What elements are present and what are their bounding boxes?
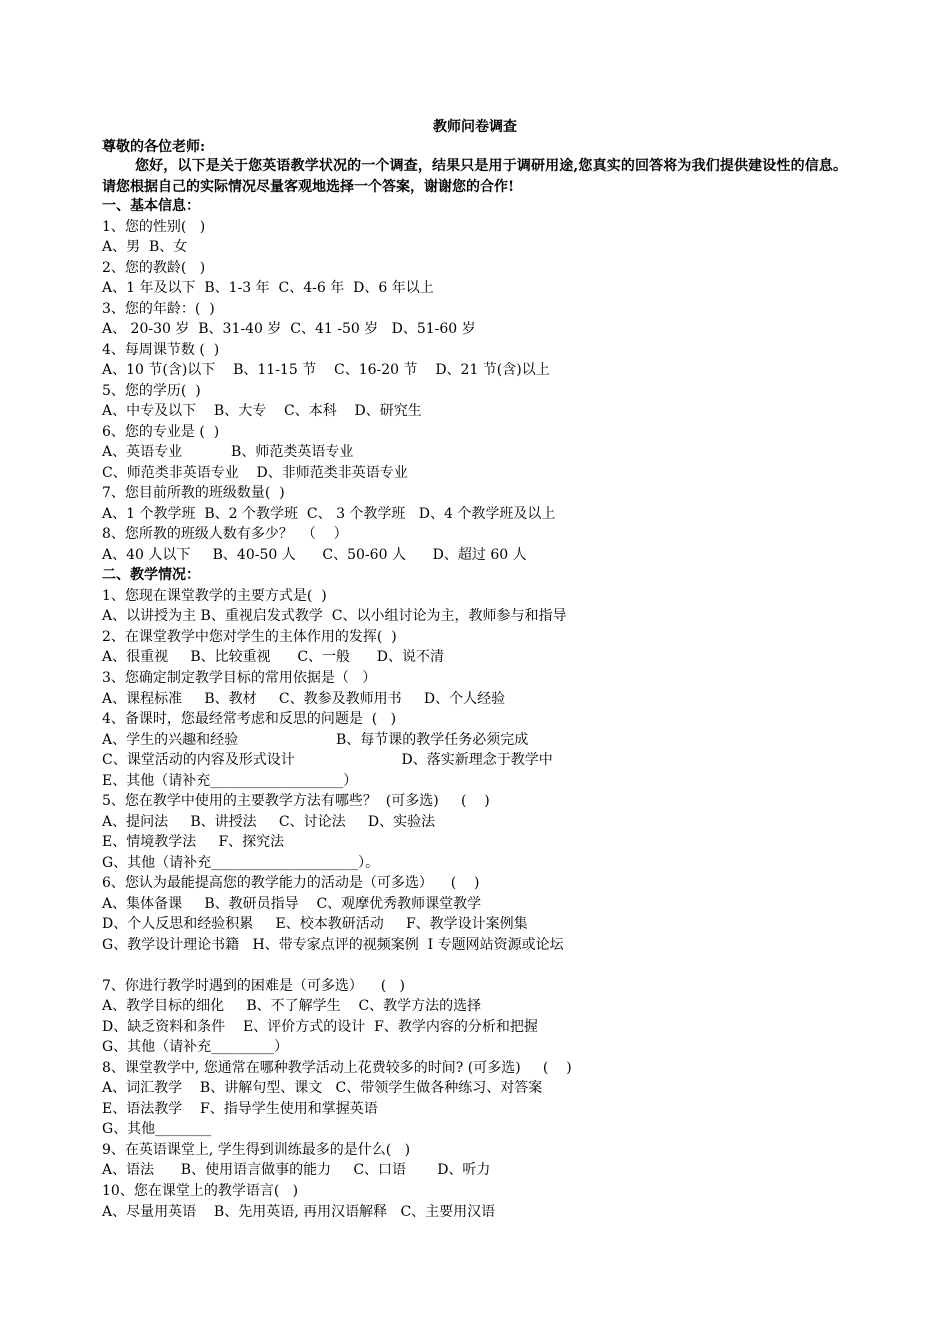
question-line: 2、在课堂教学中您对学生的主体作用的发挥( ) xyxy=(102,628,397,645)
question-line: A、提问法 B、讲授法 C、讨论法 D、实验法 xyxy=(102,813,436,830)
section-heading: 二、教学情况： xyxy=(102,567,200,584)
question-line: 3、您的年龄：( ) xyxy=(102,300,215,317)
question-line: 6、您认为最能提高您的教学能力的活动是（可多选） ( ) xyxy=(102,875,480,892)
question-line: 6、您的专业是 ( ) xyxy=(102,423,220,440)
question-line: A、教学目标的细化 B、不了解学生 C、教学方法的选择 xyxy=(102,998,482,1015)
question-line: G、教学设计理论书籍 H、带专家点评的视频案例 I 专题网站资源或论坛 xyxy=(102,936,564,953)
question-line: A、1 个教学班 B、2 个教学班 C、 3 个教学班 D、4 个教学班及以上 xyxy=(102,505,556,522)
question-line: 5、您在教学中使用的主要教学方法有哪些？ (可多选) ( ) xyxy=(102,793,490,810)
question-line: 2、您的教龄( ) xyxy=(102,259,206,276)
question-line: A、40 人以下 B、40-50 人 C、50-60 人 D、超过 60 人 xyxy=(102,546,527,563)
question-line: A、词汇教学 B、讲解句型、课文 C、带领学生做各种练习、对答案 xyxy=(102,1080,543,1097)
question-line: G、其他________ xyxy=(102,1121,212,1138)
question-line: A、学生的兴趣和经验 B、每节课的教学任务必须完成 xyxy=(102,731,529,748)
question-line: A、语法 B、使用语言做事的能力 C、口语 D、听力 xyxy=(102,1162,491,1179)
question-line: E、情境教学法 F、探究法 xyxy=(102,834,285,851)
question-line: A、很重视 B、比较重视 C、一般 D、说不清 xyxy=(102,649,444,666)
question-line: A、集体备课 B、教研员指导 C、观摩优秀教师课堂教学 xyxy=(102,895,482,912)
question-line: 8、课堂教学中, 您通常在哪种教学活动上花费较多的时间? (可多选) ( ) xyxy=(102,1059,572,1076)
question-line: G、其他（请补充_________） xyxy=(102,1039,289,1056)
question-line: A、1 年及以下 B、1-3 年 C、4-6 年 D、6 年以上 xyxy=(102,280,434,297)
question-line: E、语法教学 F、指导学生使用和掌握英语 xyxy=(102,1100,378,1117)
question-line: A、以讲授为主 B、重视启发式教学 C、以小组讨论为主，教师参与和指导 xyxy=(102,608,567,625)
question-line: C、课堂活动的内容及形式设计 D、落实新理念于教学中 xyxy=(102,752,553,768)
question-line: C、师范类非英语专业 D、非师范类非英语专业 xyxy=(102,464,408,481)
question-line: A、英语专业 B、师范类英语专业 xyxy=(102,444,354,461)
greeting: 尊敬的各位老师: xyxy=(102,139,206,155)
question-line: 9、在英语课堂上, 学生得到训练最多的是什么( ) xyxy=(102,1141,411,1158)
question-line: E、其他（请补充___________________） xyxy=(102,772,358,789)
question-line: 5、您的学历( ) xyxy=(102,382,201,399)
question-line: D、个人反思和经验积累 E、校本教研活动 F、教学设计案例集 xyxy=(102,916,528,933)
question-line: 1、您的性别( ) xyxy=(102,218,206,235)
question-line: 7、您目前所教的班级数量( ) xyxy=(102,485,285,502)
question-line: 7、你进行教学时遇到的困难是（可多选） ( ) xyxy=(102,977,405,994)
question-line: A、 20-30 岁 B、31-40 岁 C、41 -50 岁 D、51-60 岁 xyxy=(102,321,476,338)
question-line: A、尽量用英语 B、先用英语, 再用汉语解释 C、主要用汉语 xyxy=(102,1203,496,1220)
question-line: 3、您确定制定教学目标的常用依据是（ ） xyxy=(102,670,377,686)
question-line: D、缺乏资料和条件 E、评价方式的设计 F、教学内容的分析和把握 xyxy=(102,1018,538,1035)
document-title: 教师问卷调查 xyxy=(433,119,517,135)
question-line: 4、每周课节数 ( ) xyxy=(102,341,220,358)
question-line: 8、您所教的班级人数有多少？ （ ） xyxy=(102,526,348,543)
question-line: 1、您现在课堂教学的主要方式是( ) xyxy=(102,587,327,604)
question-line: G、其他（请补充_____________________）。 xyxy=(102,854,380,871)
question-line: A、男 B、女 xyxy=(102,239,188,255)
question-line: A、中专及以下 B、大专 C、本科 D、研究生 xyxy=(102,403,422,420)
question-line: 10、您在课堂上的教学语言( ) xyxy=(102,1183,299,1199)
section-heading: 一、基本信息： xyxy=(102,198,200,214)
question-line: A、10 节(含)以下 B、11-15 节 C、16-20 节 D、21 节(含)以上 xyxy=(102,362,550,379)
intro-paragraph: 您好，以下是关于您英语教学状况的一个调查，结果只是用于调研用途,您真实的回答将为我们提供建设性的信息。请您根据自己的实际情况尽量客观地选择一个答案，谢谢您的合作! xyxy=(102,158,847,195)
question-line: 4、备课时，您最经常考虑和反思的问题是 ( ) xyxy=(102,711,397,727)
question-line: A、课程标准 B、教材 C、教参及教师用书 D、个人经验 xyxy=(102,690,506,707)
